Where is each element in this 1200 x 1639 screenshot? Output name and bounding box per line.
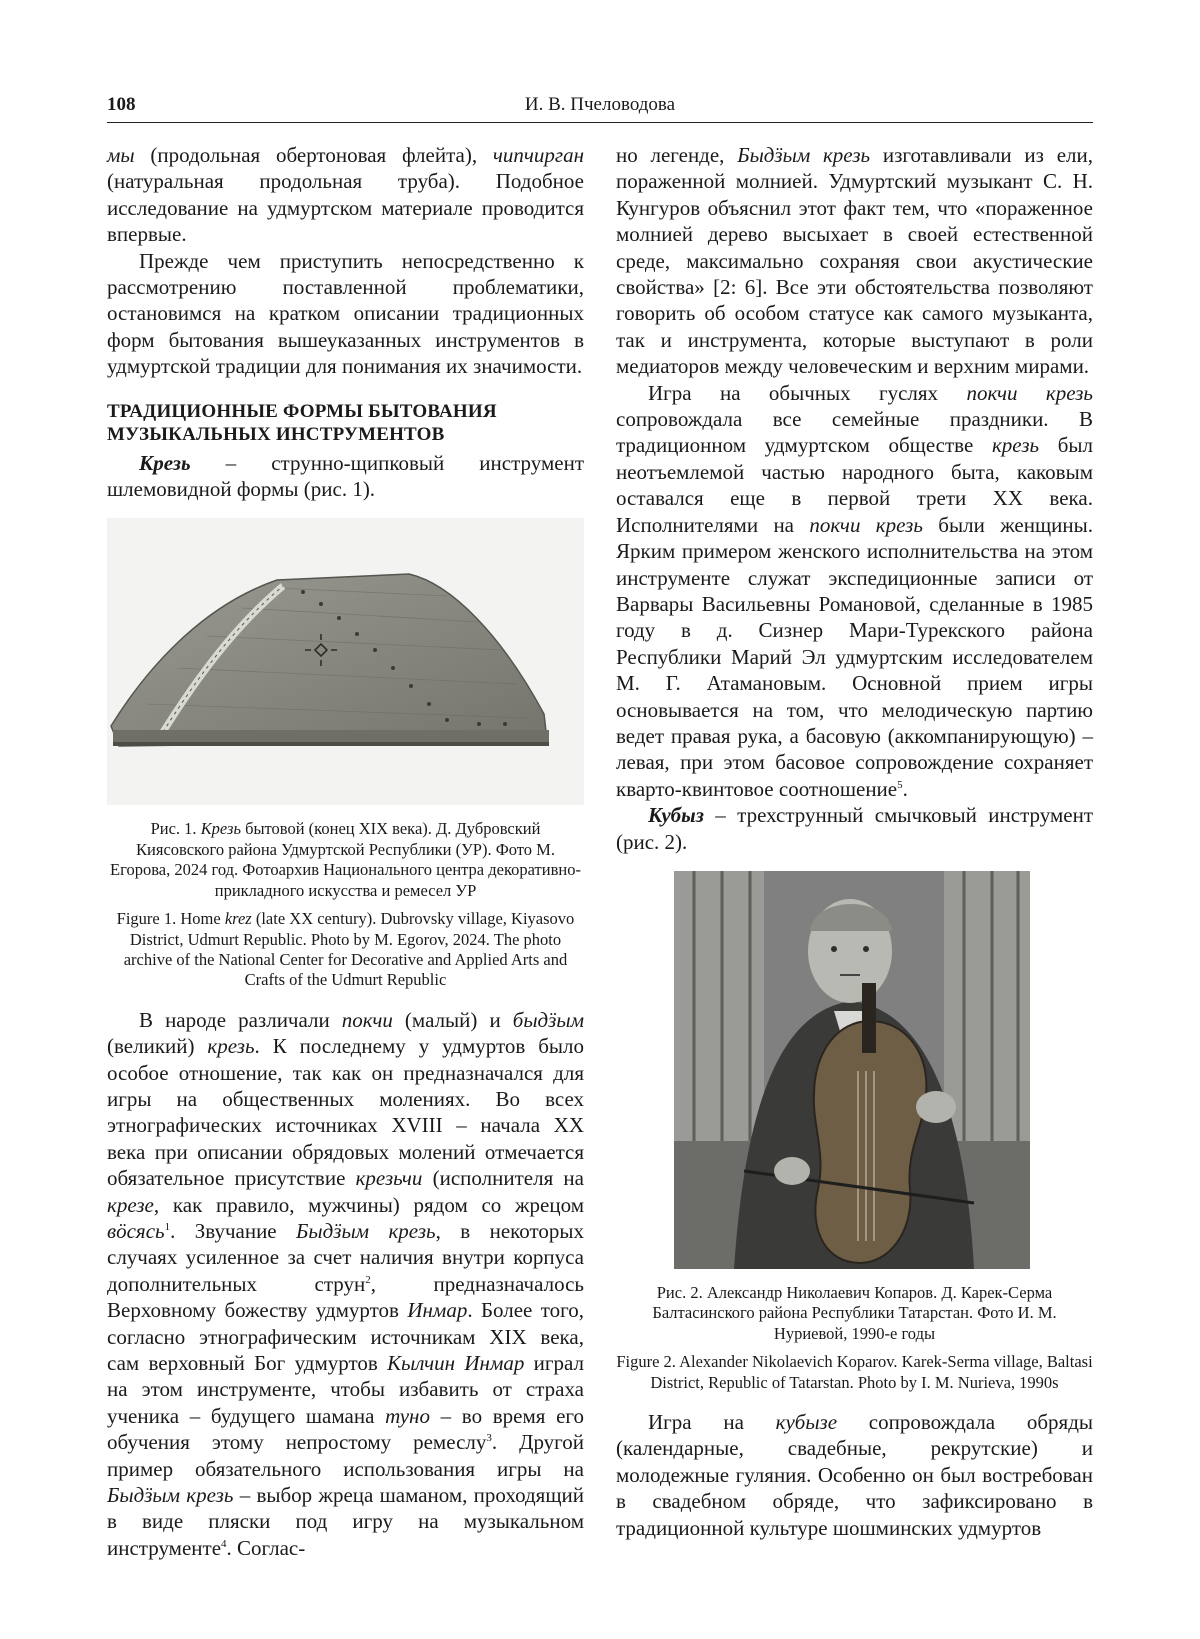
running-header — [107, 88, 1093, 123]
left-column — [107, 142, 584, 1561]
paragraph: Игра на обычных гуслях покчи крезь сопровождала все семейные праздники. В традиционном удмуртском обществе крезь был неотъемлемой частью народного быта, каковым оставался еще в первой трети XX века. Исполнителями на покчи крезь были женщины. Ярким примером женского исполнительства на этом инструменте служат экспедиционные записи от Варвары Васильевны Романовой, сделанные в 1985 году в д. Сизнер Мари-Турекского района Республики Марий Эл удмуртским исследователем М. Г. Атамановым. Основной прием игры основывается на том, что мелодическую партию ведет правая рука, а басовую (аккомпанирующую) – левая, при этом басовое сопровождение сохраняет кварто-квинтовое соотношение$^5$. — [616, 380, 1094, 801]
musician-with-kubyz-image — [674, 871, 1030, 1269]
term-bold-italic: Кубыз — [648, 803, 704, 828]
figure-2-caption-ru: Рис. 2. Александр Николаевич Копаров. Д. Карек-Серма Балтасинского района Республики Татарстан. Фото И. М. Нуриевой, 1990-е годы — [652, 1282, 1057, 1343]
right-column — [616, 142, 1093, 1541]
term-italic: Быдӟым крезь — [107, 1483, 234, 1508]
footnote-ref: 3 — [486, 1432, 492, 1445]
figure-1-caption-ru: Рис. 1. Крезь бытовой (конец XIX века). Д. Дубровский Киясовского района Удмуртской Республики (УР). Фото М. Егорова, 2024 год. Фотоархив Национального центра декоративно-прикладного искусства и ремесел УР — [110, 819, 581, 900]
term-italic: крезь — [207, 1034, 255, 1059]
term-italic: крезь — [991, 433, 1040, 458]
term-italic: туно — [385, 1403, 430, 1428]
footnote-ref: 5 — [897, 778, 903, 791]
paragraph: но легенде, Быдӟым крезь изготавливали из ели, пораженной молнией. Удмуртский музыкант С. Н. Кунгуров объяснил этот факт тем, что «пораженное молнией дерево высыхает в своей естественной среде, максимально сохраняя свои акустические свойства» [2: 6]. Все эти обстоятельства позволяют говорить об особом статусе как самого музыканта, так и инструмента, которые выступают в роли медиаторов между человеческим и верхним мирами. — [616, 143, 1093, 379]
figure-2-caption-en: Figure 2. Alexander Nikolaevich Koparov. Karek-Serma village, Baltasi District, Republic of Tatarstan. Photo by I. M. Nurieva, 1990s — [616, 1352, 1093, 1392]
term-italic: Быдӟым крезь — [737, 143, 871, 167]
figure-1-photo-krez — [107, 518, 584, 805]
paragraph: Кубыз – трехструнный смычковый инструмент (рис. 2). — [616, 803, 1093, 854]
term-italic: крезе — [107, 1192, 154, 1217]
krez-instrument-image — [107, 518, 584, 805]
term-italic: Кылчин Инмар — [387, 1351, 525, 1375]
figure-2-photo-koparov — [674, 871, 1030, 1269]
term-italic: Быдӟым крезь — [296, 1218, 436, 1243]
term-italic: кубызе — [775, 1410, 838, 1434]
footnote-ref: 4 — [221, 1537, 227, 1550]
term-italic: покчи крезь — [966, 380, 1093, 405]
term-italic: вӧсясь — [107, 1218, 165, 1243]
term-italic: покчи — [341, 1007, 393, 1032]
running-header-author: И. В. Пчеловодова — [524, 94, 676, 115]
term-italic: Инмар — [407, 1298, 468, 1323]
footnote-ref: 2 — [365, 1273, 371, 1286]
paragraph: Игра на кубызе сопровождала обряды (календарные, свадебные, рекрутские) и молодежные гуляния. Особенно он был востребован в свадебном обряде, что зафиксировано в традиционной культуре шошминских удмуртов — [616, 1410, 1093, 1540]
term-italic: быдӟым — [512, 1007, 584, 1032]
term-italic: мы — [107, 143, 135, 167]
page-number: 108 — [107, 94, 136, 115]
paragraph: Крезь – струнно-щипковый инструмент шлемовидной формы (рис. 1). — [107, 450, 584, 502]
footnote-ref: 1 — [164, 1220, 171, 1233]
term-italic: покчи крезь — [809, 512, 923, 537]
paragraph: мы (продольная обертоновая флейта), чипчирган (натуральная продольная труба). Подобное исследование на удмуртском материале проводится впервые. — [107, 143, 584, 247]
paragraph: Прежде чем приступить непосредственно к рассмотрению поставленной проблематики, остановимся на кратком описании традиционных форм бытования вышеуказанных инструментов в удмуртской традиции для понимания их значимости. — [107, 248, 584, 379]
term-italic: чипчирган — [492, 143, 584, 167]
term-italic: krez — [224, 909, 252, 929]
term-italic: крезьчи — [355, 1166, 423, 1191]
term-italic: Крезь — [200, 819, 241, 839]
section-heading: ТРАДИЦИОННЫЕ ФОРМЫ БЫТОВАНИЯ МУЗЫКАЛЬНЫХ ИНСТРУМЕНТОВ — [107, 400, 497, 445]
paragraph: В народе различали покчи (малый) и быдӟым (великий) крезь. К последнему у удмуртов было особое отношение, так как он предназначался для игры на общественных молениях. Во всех этнографических источниках XVIII – начала XX века при описании обрядовых молений отмечается обязательное присутствие крезьчи (исполнителя на крезе, как правило, мужчины) рядом со жрецом вӧсясь$^1$. Звучание Быдӟым крезь, в некоторых случаях усиленное за счет наличия внутри корпуса дополнительных струн$^2$, предназначалось Верховному божеству удмуртов Инмар. Более того, согласно этнографическим источникам XIX века, сам верховный Бог удмуртов Кылчин Инмар играл на этом инструменте, чтобы избавить от страха ученика – будущего шамана туно – во время его обучения этому непростому ремеслу$^3$. Другой пример обязательного использования игры на Быдӟым крезь – выбор жреца шаманом, проходящий в виде пляски под игру на музыкальном инструменте$^4$. Соглас- — [107, 1007, 585, 1560]
term-bold-italic: Крезь — [139, 450, 191, 475]
figure-1-caption-en: Figure 1. Home krez (late XX century). Dubrovsky village, Kiyasovo District, Udmurt Republic. Photo by M. Egorov, 2024. The photo archive of the National Center for Decorative and Applied Arts and Crafts of the Udmurt Republic — [116, 909, 575, 990]
